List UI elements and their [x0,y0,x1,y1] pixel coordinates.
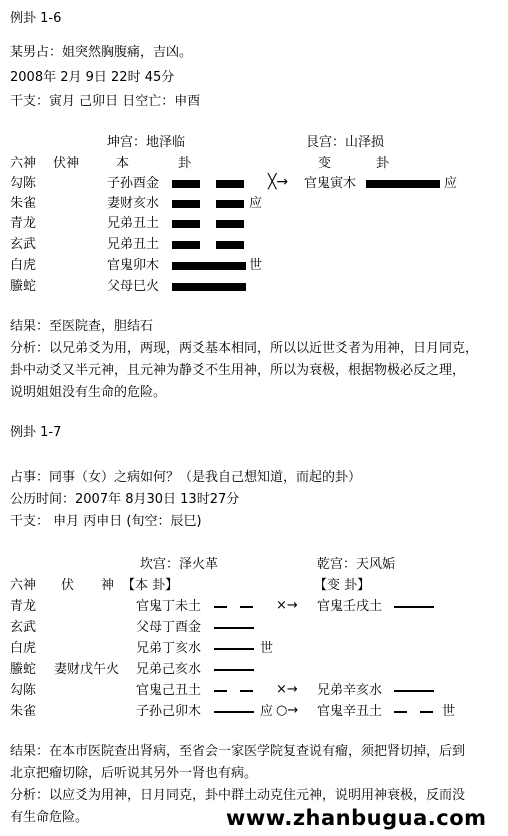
datetime-line: 2008年 2月 9日 22时 45分 [10,70,175,85]
six-god: 螣蛇 [10,662,37,677]
yang-line [366,180,440,188]
analysis-line: 分析：以应爻为用神，日月同克，卦中群土动克住元神，说明用神衰极，反而没 [10,788,466,803]
moving-mark: ×→ [276,598,298,613]
line-name: 官鬼己丑土 [136,683,202,698]
header-gua: 卦 [376,156,390,171]
yang-line [394,690,434,692]
yang-line [214,648,254,650]
line-name: 妻财亥水 [107,196,160,211]
line-name: 兄弟己亥水 [136,662,202,677]
shi-tag: 世 [260,641,274,656]
question-line: 某男占：姐突然胸腹痛，吉凶。 [10,45,193,60]
line-name: 子孙己卯木 [136,704,202,719]
ganzhi-line: 干支： 申月 丙申日 (旬空：辰巳) [10,514,202,529]
yin-line-right [216,180,244,188]
header-shen: 神 [101,578,115,593]
ganzhi-line: 干支：寅月 己卯日 日空亡：申酉 [10,94,201,109]
moving-mark: ╳→ [268,174,289,190]
analysis-line: 有生命危险。 [10,810,89,825]
line-name: 兄弟丁亥水 [136,641,202,656]
ying-tag: 应 [260,704,274,719]
yin-line-right [216,200,244,208]
yin-line-left [214,606,227,608]
question-line: 占事：同事（女）之病如何？（是我自己想知道，而起的卦） [10,470,362,485]
site-watermark: www.zhanbugua.com [226,806,487,830]
yang-line [394,606,434,608]
result-line: 北京把瘤切除，后听说其另外一肾也有病。 [10,766,258,781]
yang-line [172,262,246,270]
ying-tag: 应 [444,176,458,191]
yin-line-right [216,220,244,228]
yang-line [214,669,254,671]
line-name: 父母巳火 [107,279,160,294]
six-god: 勾陈 [10,683,37,698]
six-god: 玄武 [10,620,37,635]
yin-line-left [172,241,200,249]
yang-line [172,283,246,291]
line-name: 父母丁酉金 [136,620,202,635]
six-god: 朱雀 [10,196,37,211]
six-god: 白虎 [10,258,37,273]
analysis-line: 卦中动爻又半元神，且元神为静爻不生用神，所以为衰极，根据物极必反之理， [10,363,466,378]
yin-line-left [172,220,200,228]
six-god: 青龙 [10,599,37,614]
line-name: 兄弟丑土 [107,216,160,231]
six-god: 白虎 [10,641,37,656]
line-name: 子孙酉金 [107,176,160,191]
yin-line-right [240,606,253,608]
yin-line-left [394,711,407,713]
result-line: 结果：至医院查，胆结石 [10,319,154,334]
analysis-line: 说明姐姐没有生命的危险。 [10,385,167,400]
six-god: 青龙 [10,216,37,231]
shi-tag: 世 [249,258,263,273]
result-line: 结果：在本市医院查出肾病，至省会一家医学院复查说有瘤，须把肾切掉，后到 [10,744,466,759]
ying-tag: 应 [249,196,263,211]
fu-shen: 妻财戊午火 [54,662,120,677]
line-name: 官鬼丁未土 [136,599,202,614]
header-liushen: 六神 [10,156,37,171]
yin-line-right [420,711,433,713]
header-bian: 变 [318,156,332,171]
palace-main-label: 坤宫：地泽临 [107,135,186,150]
header-fu: 伏 [61,578,75,593]
changed-line-name: 官鬼壬戌土 [317,599,383,614]
palace-change-label: 艮宫：山泽损 [306,135,385,150]
palace-change-label: 乾宫：天风姤 [317,557,396,572]
analysis-line: 分析：以兄弟爻为用，两现，两爻基本相同，所以以近世爻者为用神，日月同克， [10,341,479,356]
moving-mark: ○→ [276,703,299,718]
header-ben: 本 [116,156,130,171]
line-name: 兄弟丑土 [107,237,160,252]
yin-line-right [216,241,244,249]
yang-line [214,627,254,629]
six-god: 朱雀 [10,704,37,719]
changed-line-name: 官鬼寅木 [304,176,357,191]
example-title: 例卦 1-7 [10,425,62,440]
palace-main-label: 坎宫：泽火革 [140,557,219,572]
header-ben-gua: 【本 卦】 [122,578,179,593]
six-god: 勾陈 [10,176,37,191]
yang-line [214,711,254,713]
example-title: 例卦 1-6 [10,11,62,26]
yin-line-right [240,690,253,692]
shi-tag: 世 [442,704,456,719]
yin-line-left [172,200,200,208]
datetime-line: 公历时间：2007年 8月30日 13时27分 [10,492,240,507]
line-name: 官鬼卯木 [107,258,160,273]
yin-line-left [172,180,200,188]
six-god: 玄武 [10,237,37,252]
six-god: 螣蛇 [10,279,37,294]
moving-mark: ×→ [276,682,298,697]
header-bian-gua: 【变 卦】 [314,578,371,593]
changed-line-name: 兄弟辛亥水 [317,683,383,698]
header-fushen: 伏神 [53,156,80,171]
header-liushen: 六神 [10,578,37,593]
changed-line-name: 官鬼辛丑土 [317,704,383,719]
header-gua: 卦 [178,156,192,171]
yin-line-left [214,690,227,692]
